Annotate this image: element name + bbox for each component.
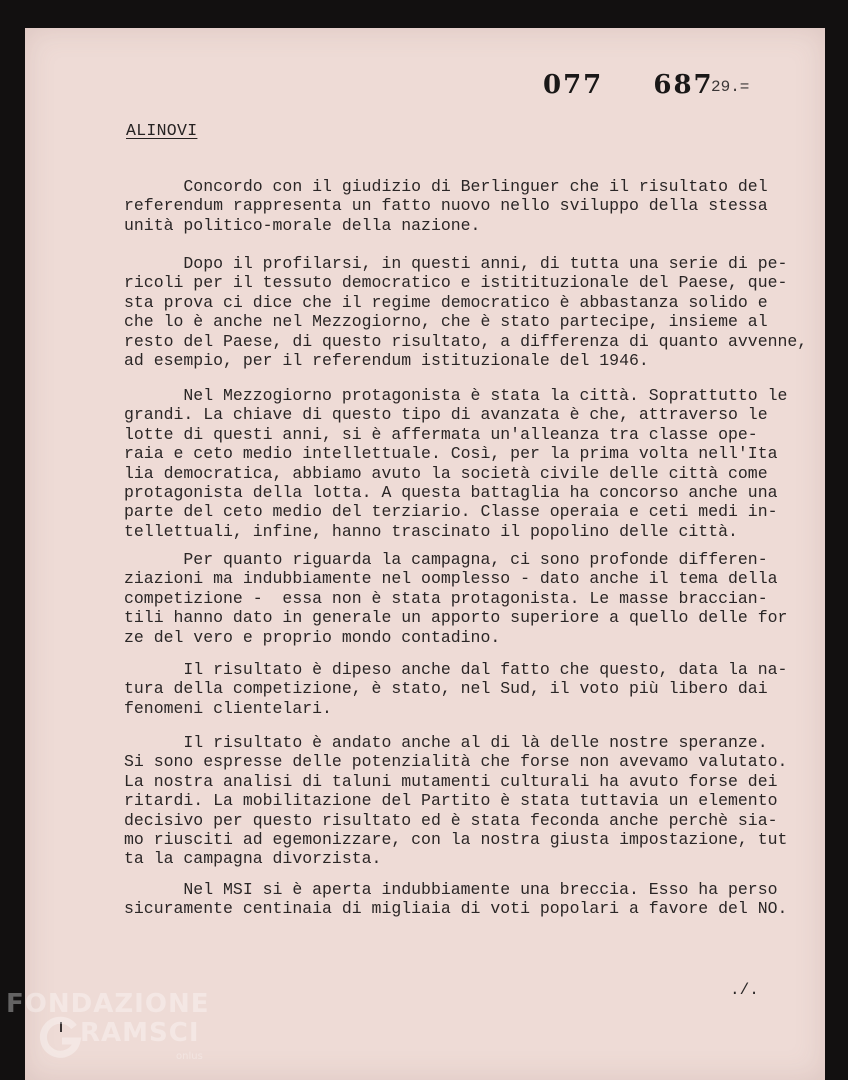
gramsci-g-logo-icon <box>38 1015 84 1061</box>
paragraph-6: Il risultato è andato anche al di là delle nostre speranze. Si sono espresse delle potenzialità che forse non avevamo valutato. La nostra analisi di taluni mutamenti culturali ha avuto forse dei ritardi. La mobilitazione del Partito è stata tuttavia un elemento decisivo per questo risultato ed è stata feconda anche perchè sia- mo riusciti ad egemonizzare, con la nostra giusta impostazione, tut ta la campagna divorzista. <box>124 733 788 869</box>
watermark-suffix: onlus <box>176 1051 203 1062</box>
continuation-mark: ./. <box>730 981 759 999</box>
paragraph-7: Nel MSI si è aperta indubbiamente una breccia. Esso ha perso sicuramente centinaia di migliaia di voti popolari a favore del NO. <box>124 880 788 919</box>
watermark-line2: RAMSCI <box>80 1018 200 1048</box>
paragraph-5: Il risultato è dipeso anche dal fatto che questo, data la na- tura della competizione, è stato, nel Sud, il voto più libero dai fenomeni clientelari. <box>124 660 788 718</box>
page-number: 29.= <box>711 78 750 96</box>
paragraph-2: Dopo il profilarsi, in questi anni, di tutta una serie di pe- ricoli per il tessuto democratico e istitituzionale del Paese, que- sta prova ci dice che il regime democratico è abbastanza solido e che lo è anche nel Mezzogiorno, che è stato partecipe, insieme al resto del Paese, di questo risultato, a differenza di quanto avvenne, ad esempio, per il referendum istituzionale del 1946. <box>124 254 808 371</box>
document-number: 077 687 <box>543 70 714 100</box>
fondazione-gramsci-watermark <box>0 985 230 1080</box>
paragraph-3: Nel Mezzogiorno protagonista è stata la città. Soprattutto le grandi. La chiave di questo tipo di avanzata è che, attraverso le lotte di questi anni, si è affermata un'alleanza tra classe ope- raia e ceto medio intellettuale. Così, per la prima volta nell'Ita lia democratica, abbiamo avuto la società civile delle città come protagonista della lotta. A questa battaglia ha concorso anche una parte del ceto medio del terziario. Classe operaia e ceti medi in- tellettuali, infine, hanno trascinato il popolino delle città. <box>124 386 788 541</box>
speaker-heading: ALINOVI <box>126 121 198 140</box>
paragraph-1: Concordo con il giudizio di Berlinguer che il risultato del referendum rappresenta un fatto nuovo nello sviluppo della stessa unità politico-morale della nazione. <box>124 177 768 235</box>
paragraph-4: Per quanto riguarda la campagna, ci sono profonde differen- ziazioni ma indubbiamente nel oomplesso - dato anche il tema della competizione - essa non è stata protagonista. Le masse braccian- tili hanno dato in generale un apporto superiore a quello delle for ze del vero e proprio mondo contadino. <box>124 550 788 647</box>
watermark-line1: FONDAZIONE <box>6 989 210 1019</box>
